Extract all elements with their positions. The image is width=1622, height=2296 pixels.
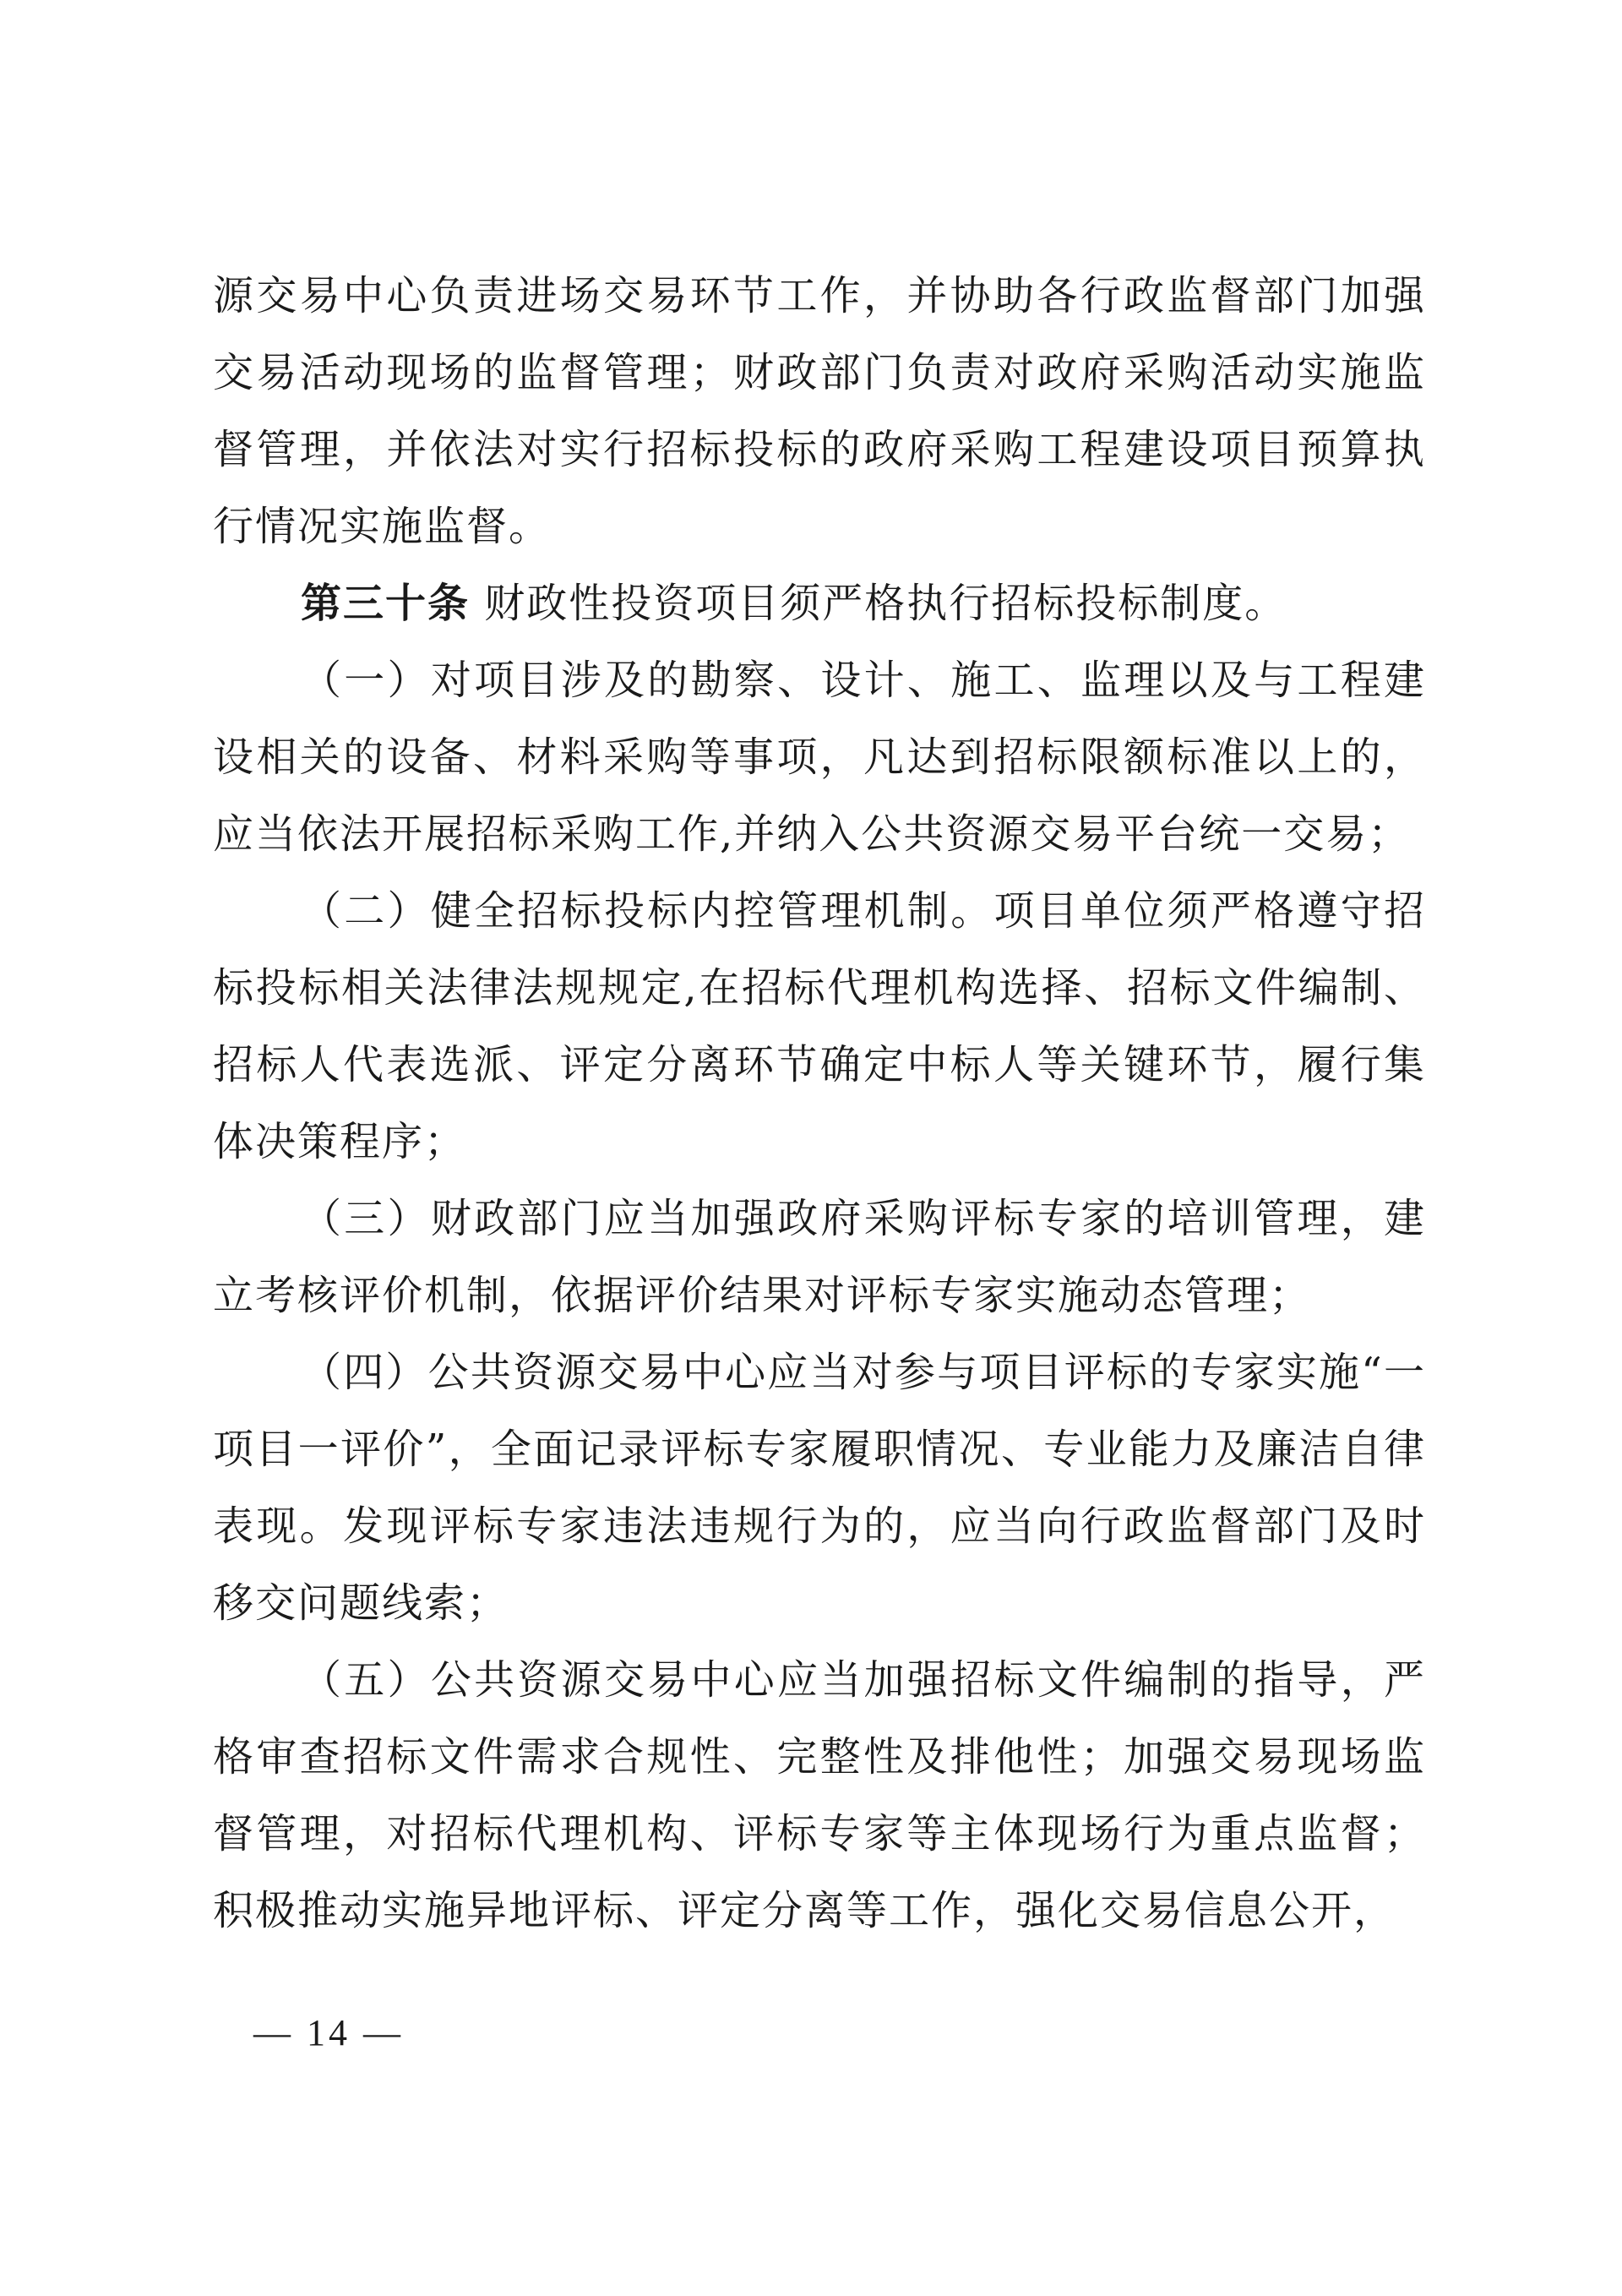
list-item-1: （一）对项目涉及的勘察、设计、施工、监理以及与工程建设相关的设备、材料采购等事项，凡达到招标限额标准以上的，应当依法开展招标采购工作,并纳入公共资源交易平台统一交易； xyxy=(213,657,1426,858)
list-item-3: （三）财政部门应当加强政府采购评标专家的培训管理，建立考核评价机制，依据评价结果对评标专家实施动态管理； xyxy=(213,1195,1426,1319)
paragraph-continuation: 源交易中心负责进场交易环节工作，并协助各行政监督部门加强交易活动现场的监督管理；财政部门负责对政府采购活动实施监督管理，并依法对实行招标投标的政府采购工程建设项目预算执行情况实施监督。 xyxy=(213,272,1426,550)
list-item-4: （四）公共资源交易中心应当对参与项目评标的专家实施“一项目一评价”，全面记录评标专家履职情况、专业能力及廉洁自律表现。发现评标专家违法违规行为的，应当向行政监督部门及时移交问题线索； xyxy=(213,1349,1426,1627)
article-text: 财政性投资项目须严格执行招标投标制度。 xyxy=(484,580,1287,627)
document-body xyxy=(213,258,1426,1950)
list-item-2: （二）健全招标投标内控管理机制。项目单位须严格遵守招标投标相关法律法规规定,在招标代理机构选择、招标文件编制、招标人代表选派、评定分离环节确定中标人等关键环节，履行集体决策程序； xyxy=(213,887,1426,1165)
page-number: — 14 — xyxy=(253,2012,404,2053)
article-gap xyxy=(470,580,484,627)
article-heading: 第三十条 xyxy=(301,580,471,627)
article-paragraph xyxy=(213,565,1426,642)
list-item-5: （五）公共资源交易中心应当加强招标文件编制的指导，严格审查招标文件需求合规性、完整性及排他性；加强交易现场监督管理，对招标代理机构、评标专家等主体现场行为重点监督；积极推动实施异地评标、评定分离等工作，强化交易信息公开， xyxy=(213,1656,1426,1934)
